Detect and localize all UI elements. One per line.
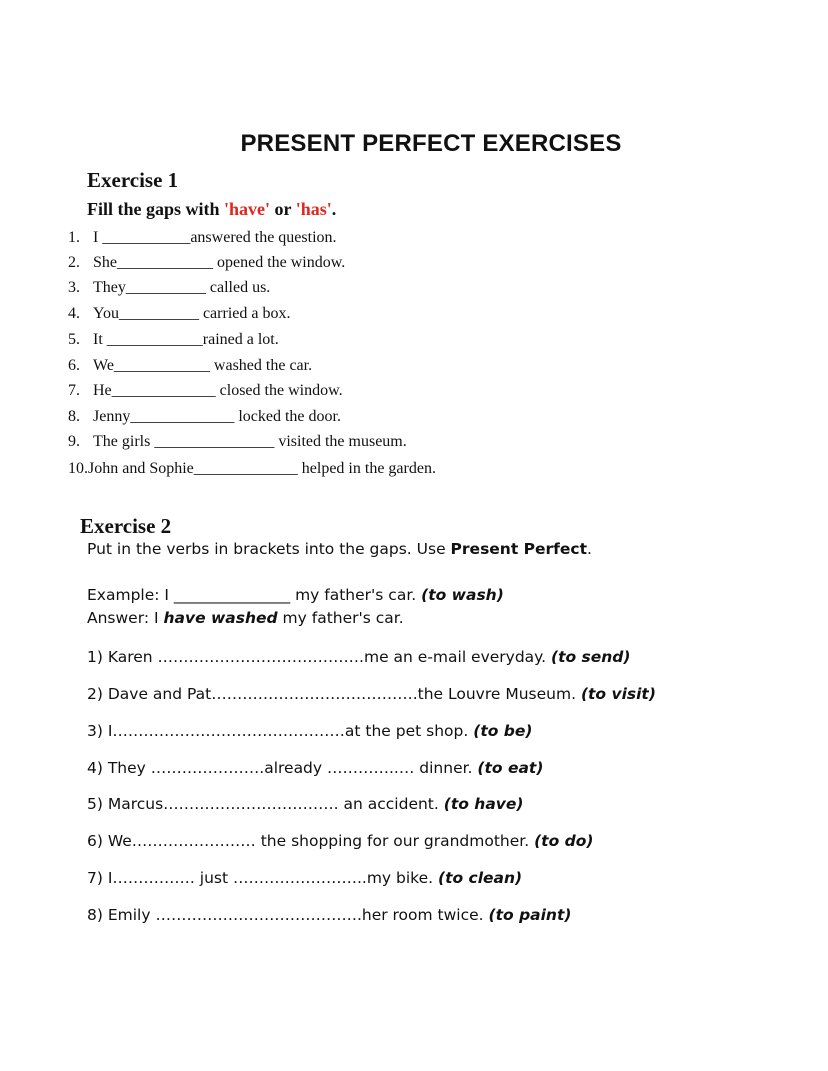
exercise-2-item xyxy=(87,684,656,704)
item-text: 3) I………………………………………at the pet shop. xyxy=(87,722,474,740)
item-hint: (to send) xyxy=(551,648,631,666)
item-hint: (to eat) xyxy=(477,759,544,777)
item-text: It ____________rained a lot. xyxy=(93,331,279,348)
exercise-1-item xyxy=(68,330,279,350)
item-number: 7. xyxy=(68,382,80,399)
exercise-1-item xyxy=(68,432,407,452)
exercise-2-item xyxy=(87,905,571,925)
item-text: He_____________ closed the window. xyxy=(93,382,343,399)
item-hint: (to be) xyxy=(473,722,533,740)
exercise-1-item xyxy=(68,381,343,401)
exercise-1-item xyxy=(68,253,345,273)
answer-line xyxy=(87,608,404,628)
item-number: 6. xyxy=(68,357,80,374)
item-number: 5. xyxy=(68,331,80,348)
exercise-1-item xyxy=(68,459,436,479)
item-number: 8. xyxy=(68,408,80,425)
exercise-1-item xyxy=(68,407,341,427)
exercise-1-item xyxy=(68,228,337,248)
example-text: Example: I _______________ my father's car. xyxy=(87,586,422,604)
item-text: 2) Dave and Pat………………………………….the Louvre Museum. xyxy=(87,685,581,703)
example-line xyxy=(87,585,504,605)
exercise-2-heading: Exercise 2 xyxy=(80,514,172,538)
item-text: 8) Emily ………………………………….her room twice. xyxy=(87,906,489,924)
instruction-text: Put in the verbs in brackets into the gaps. Use xyxy=(87,540,451,558)
item-number: 2. xyxy=(68,254,80,271)
example-hint: (to wash) xyxy=(421,586,504,604)
exercise-1-item xyxy=(68,304,290,324)
exercise-2-item xyxy=(87,831,593,851)
item-text: They__________ called us. xyxy=(93,279,271,296)
item-number: 10. xyxy=(68,460,88,477)
item-text: She____________ opened the window. xyxy=(93,254,346,271)
exercise-2-item xyxy=(87,868,522,888)
word-have: 'have' xyxy=(224,199,271,219)
answer-rest: my father's car. xyxy=(277,609,404,627)
item-number: 1. xyxy=(68,229,80,246)
exercise-2-instruction xyxy=(87,539,592,559)
item-text: 4) They ………………….already …………..… dinner. xyxy=(87,759,478,777)
exercise-2-item xyxy=(87,758,543,778)
item-text: 7) I……………. just ……………………..my bike. xyxy=(87,869,438,887)
item-hint: (to clean) xyxy=(437,869,523,887)
exercise-1-instruction xyxy=(87,199,336,220)
exercise-2-item xyxy=(87,647,631,667)
instruction-tense: Present Perfect xyxy=(450,540,588,558)
item-text: Jenny_____________ locked the door. xyxy=(93,408,341,425)
item-number: 3. xyxy=(68,279,80,296)
item-hint: (to visit) xyxy=(580,685,656,703)
item-hint: (to paint) xyxy=(488,906,572,924)
item-text: You__________ carried a box. xyxy=(93,305,291,322)
item-text: John and Sophie_____________ helped in the garden. xyxy=(88,460,436,477)
item-hint: (to do) xyxy=(534,832,594,850)
exercise-1-item xyxy=(68,278,270,298)
exercise-1-heading: Exercise 1 xyxy=(87,168,179,192)
item-hint: (to have) xyxy=(443,795,524,813)
item-text: The girls _______________ visited the museum. xyxy=(93,433,407,450)
answer-text: Answer: I xyxy=(87,609,164,627)
instruction-period: . xyxy=(587,540,592,558)
instruction-or: or xyxy=(270,199,296,219)
item-text: 5) Marcus……………………………. an accident. xyxy=(87,795,444,813)
item-text: I ___________answered the question. xyxy=(93,229,337,246)
exercise-2-item xyxy=(87,721,532,741)
item-text: 6) We…………………… the shopping for our grandmother. xyxy=(87,832,535,850)
word-has: 'has' xyxy=(295,199,332,219)
exercise-2-item xyxy=(87,794,523,814)
page-title: PRESENT PERFECT EXERCISES xyxy=(240,130,622,157)
item-number: 4. xyxy=(68,305,80,322)
instruction-period: . xyxy=(331,199,337,219)
item-text: We____________ washed the car. xyxy=(93,357,313,374)
answer-verb: have washed xyxy=(163,609,278,627)
item-text: 1) Karen ………………………………….me an e-mail everyday. xyxy=(87,648,551,666)
item-number: 9. xyxy=(68,433,80,450)
exercise-1-item xyxy=(68,356,312,376)
instruction-text: Fill the gaps with xyxy=(87,199,225,219)
